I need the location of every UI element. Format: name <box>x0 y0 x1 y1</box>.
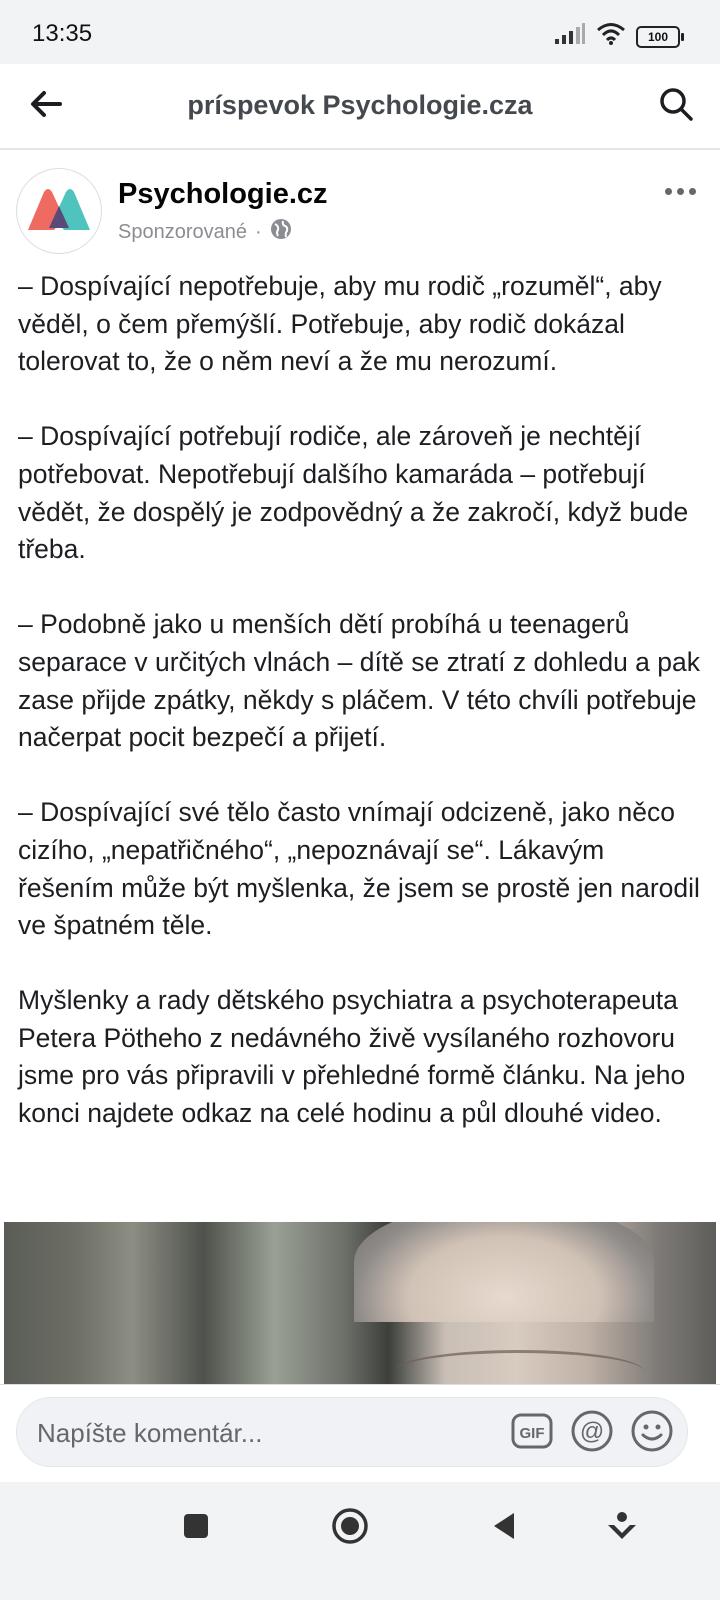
home-button[interactable] <box>322 1500 378 1556</box>
sponsored-label: Sponzorované <box>118 220 247 243</box>
comment-input[interactable] <box>16 1397 688 1467</box>
psychologie-logo-icon <box>24 184 94 239</box>
meta-separator: · <box>254 220 262 243</box>
post-header <box>0 160 720 260</box>
search-button[interactable] <box>652 82 700 130</box>
wifi-icon <box>596 22 626 51</box>
page-name[interactable]: Psychologie.cz <box>118 178 328 210</box>
emoji-button[interactable] <box>631 1412 673 1454</box>
photo-glasses <box>394 1350 644 1384</box>
square-icon <box>182 1512 210 1545</box>
assistant-button[interactable] <box>594 1500 650 1556</box>
download-person-icon <box>605 1509 639 1548</box>
mention-icon <box>571 1410 613 1457</box>
back-nav-button[interactable] <box>476 1500 532 1556</box>
page-avatar[interactable] <box>16 168 102 254</box>
gif-icon <box>511 1411 553 1456</box>
mention-button[interactable] <box>571 1412 613 1454</box>
arrow-left-icon <box>30 90 62 123</box>
post-paragraph: – Dospívající nepotřebuje, aby mu rodič „rozuměl“, aby věděl, o čem přemýšlí. Potřebuje, aby rodič dokázal tolerovat to, že o něm neví a že mu nerozumí. <box>18 271 662 377</box>
more-dot-icon <box>689 188 696 195</box>
status-time: 13:35 <box>32 20 93 47</box>
post-paragraph: Myšlenky a rady dětského psychiatra a psychoterapeuta Petera Pötheho z nedávného živě vysílaného rozhovoru jsme pro vás připravili v přehledné formě článku. Na jeho konci najdete odkaz na celé hodinu a půl dlouhé video. <box>18 985 686 1129</box>
top-app-bar <box>0 64 720 150</box>
comment-placeholder: Napíšte komentár... <box>37 1418 263 1448</box>
status-bar <box>0 0 720 64</box>
recents-button[interactable] <box>168 1500 224 1556</box>
photo-head <box>354 1222 654 1322</box>
post-paragraph: – Dospívající své tělo často vnímají odcizeně, jako něco cizího, „nepatřičného“, „nepoznávají se“. Lákavým řešením může být myšlenka, že jsem se prostě jen narodil ve špatném těle. <box>18 797 700 941</box>
more-dot-icon <box>677 188 684 195</box>
post-image[interactable] <box>4 1222 716 1384</box>
post-paragraph: – Dospívající potřebují rodiče, ale zároveň je nechtějí potřebovat. Nepotřebují dalšího kamaráda – potřebují vědět, že dospělý je zodpovědný a že zakročí, když bude třeba. <box>18 421 689 565</box>
status-icons <box>554 22 680 51</box>
page-title: príspevok Psychologie.cza <box>187 90 533 120</box>
post-paragraph: – Podobně jako u menších dětí probíhá u teenagerů separace v určitých vlnách – dítě se ztratí z dohledu a pak zase přijde zpátky, někdy s pláčem. V této chvíli potřebuje načerpat pocit bezpečí a přijetí. <box>18 609 701 753</box>
gif-label: GIF <box>519 1424 545 1442</box>
battery-icon: 100 <box>636 26 680 48</box>
post-meta <box>118 218 292 246</box>
post-text <box>18 268 706 1170</box>
globe-icon <box>270 218 292 246</box>
home-circle-icon <box>330 1506 370 1551</box>
comment-tools <box>511 1412 673 1454</box>
more-dot-icon <box>665 188 672 195</box>
gif-button[interactable] <box>511 1412 553 1454</box>
system-nav-bar <box>0 1482 720 1600</box>
search-icon <box>659 87 693 126</box>
more-options-button[interactable] <box>658 178 702 204</box>
back-button[interactable] <box>24 84 68 128</box>
comment-bar <box>0 1384 720 1481</box>
smiley-icon <box>631 1410 673 1457</box>
signal-icon <box>554 23 586 50</box>
mention-label: @ <box>579 1417 605 1445</box>
triangle-back-icon <box>490 1511 518 1546</box>
